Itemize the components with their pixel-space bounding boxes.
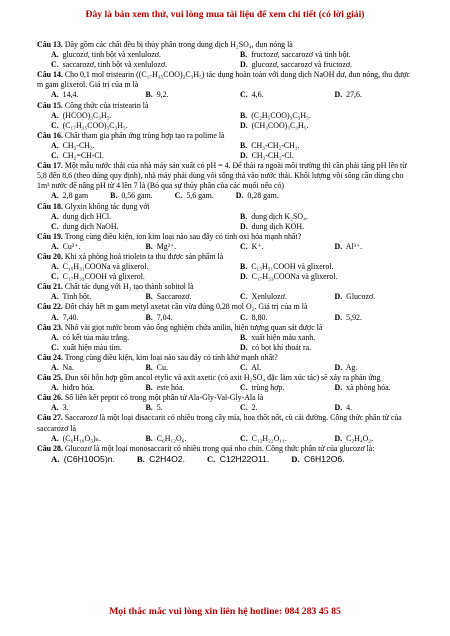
option-text: (C₂H₅COO)₃C₃H₅. (251, 110, 311, 120)
option-text: dung dịch NaOH. (62, 221, 119, 231)
answer-option[interactable] (37, 111, 226, 121)
option-text: fructozơ, saccarozơ và tinh bột. (251, 50, 351, 60)
option-key: D. (334, 312, 343, 322)
option-text: 27,6. (346, 90, 362, 100)
question-block (37, 444, 415, 465)
answer-options (37, 454, 415, 465)
answer-option[interactable] (37, 292, 132, 302)
answer-option[interactable] (37, 60, 226, 70)
option-text: Xenlulozơ. (251, 292, 287, 302)
question-block (37, 393, 415, 413)
answer-option[interactable] (51, 191, 88, 200)
option-key: A. (51, 90, 59, 100)
answer-option[interactable] (226, 343, 415, 353)
option-text: 4,6. (251, 90, 264, 100)
question-block (37, 302, 415, 322)
option-key: B. (145, 383, 153, 393)
option-key: A. (51, 50, 59, 60)
answer-options (37, 212, 415, 232)
question-text: Khi xà phòng hoá triolein ta thu được sản phẩm là (64, 251, 224, 261)
option-text: Saccarozơ. (156, 292, 192, 302)
answer-option[interactable] (110, 191, 153, 200)
option-text: C6H12O6. (304, 453, 345, 464)
answer-option[interactable] (226, 313, 321, 323)
option-key: C. (240, 403, 248, 413)
option-text: 5,6 gam. (186, 191, 214, 201)
option-key: D. (334, 383, 343, 393)
option-text: trùng hợp. (251, 383, 285, 393)
question-number: Câu 27. (37, 413, 63, 423)
option-key: D. (240, 151, 248, 161)
question-stem (37, 40, 415, 50)
option-key: C. (240, 292, 248, 302)
option-text: 5. (156, 403, 163, 413)
answer-options (37, 333, 415, 353)
answer-option[interactable] (226, 383, 321, 393)
option-key: C. (51, 60, 59, 70)
option-text: hiđro hóa. (62, 383, 95, 393)
option-text: Al. (251, 363, 262, 372)
option-text: 2,8 gam (62, 191, 89, 201)
answer-option[interactable] (321, 363, 416, 373)
question-text: Một mẫu nước thải của nhà máy sản xuất có pH = 4. Để thải ra ngoài môi trường thì cần phải tăng pH lên từ 5,8 đến 8,6 (theo đúng quy định), nhà máy phải dùng vôi sống thả vào nước thải. Khối lượng vôi sống cần dùng cho 1m³ nước để nâng pH từ 4 lên 7 là (Bỏ qua sự thủy phân của các muối nếu có) (37, 161, 407, 191)
option-text: 2. (251, 403, 258, 413)
option-key: A. (51, 262, 59, 272)
answer-options (37, 383, 415, 393)
option-key: C. (240, 312, 248, 322)
option-key: D. (235, 191, 244, 201)
option-key: B. (136, 453, 145, 464)
option-text: 0,56 gam. (121, 191, 153, 201)
answer-option[interactable] (51, 454, 115, 464)
answer-option[interactable] (226, 403, 321, 413)
option-text: 3. (62, 403, 69, 413)
option-key: D. (240, 221, 248, 231)
answer-option[interactable] (37, 151, 226, 161)
option-text: glucozơ, saccarozơ và fructozơ. (251, 60, 353, 70)
question-text: Cho 0,1 mol tristearin ((C₁₇H₃₅COO)₃C₃H₅) tác dụng hoàn toàn với dung dịch NaOH dư, đun nóng, thu được m gam glixerol. Giá trị của m là (37, 70, 411, 90)
answer-options (37, 434, 415, 444)
option-key: A. (51, 191, 59, 201)
answer-option[interactable] (37, 242, 132, 252)
answer-option[interactable] (37, 363, 132, 373)
answer-options (37, 191, 415, 201)
option-text: K⁺. (251, 241, 264, 251)
option-key: A. (51, 211, 59, 221)
answer-option[interactable] (37, 272, 226, 282)
option-text: Na. (62, 363, 74, 372)
answer-options (37, 111, 415, 131)
option-key: D. (240, 60, 248, 70)
option-text: C₁₅H₃₁COONa và glixerol. (62, 262, 149, 272)
option-text: xà phòng hóa. (346, 383, 391, 393)
option-text: xuất hiện màu xanh. (251, 332, 316, 342)
option-key: A. (51, 312, 59, 322)
option-key: C. (240, 90, 248, 100)
answer-option[interactable] (132, 383, 227, 393)
answer-option[interactable] (321, 403, 416, 413)
question-text: Dãy gồm các chất đều bị thủy phân trong dung dịch H₂SO₄, đun nóng là (64, 40, 293, 49)
option-key: B. (240, 332, 248, 342)
answer-option[interactable] (37, 50, 226, 60)
question-stem (37, 444, 415, 454)
option-key: C. (51, 120, 59, 130)
option-text: 0,28 gam. (247, 191, 279, 201)
answer-option[interactable] (37, 90, 132, 100)
question-number: Câu 25. (37, 373, 63, 383)
answer-option[interactable] (226, 111, 415, 121)
answer-option[interactable] (226, 292, 321, 302)
option-key: D. (334, 292, 343, 302)
question-stem (37, 413, 415, 433)
answer-options (37, 292, 415, 302)
option-key: A. (51, 140, 59, 150)
answer-option[interactable] (37, 313, 132, 323)
question-text: Đun sôi hỗn hợp gồm ancol etylic và axit axetic (có axit H₂SO₄ đặc làm xúc tác) sẽ xảy ra phản ứng (64, 373, 381, 383)
answer-options (37, 262, 415, 282)
answer-option[interactable] (226, 212, 415, 222)
option-text: CH₃-CH₂-CH₃. (251, 140, 300, 150)
answer-option[interactable] (37, 383, 132, 393)
answer-option[interactable] (226, 90, 321, 100)
option-text: (C₁₇H₃₅COO)₃C₃H₅. (62, 120, 128, 130)
option-text: CH₃-CH₂-Cl. (251, 151, 294, 161)
option-key: A. (51, 332, 59, 342)
answer-option[interactable] (321, 383, 416, 393)
option-key: B. (240, 50, 248, 60)
answer-option[interactable] (37, 212, 226, 222)
option-text: C12H22O11. (219, 453, 270, 464)
option-key: D. (334, 90, 343, 100)
option-text: Cu²⁺. (62, 241, 81, 251)
option-key: B. (240, 211, 248, 221)
question-number: Câu 24. (37, 352, 63, 362)
option-text: glucozơ, tinh bột và xenlulozơ. (62, 50, 161, 60)
answer-option[interactable] (226, 121, 415, 131)
question-block (37, 232, 415, 252)
question-stem (37, 131, 415, 141)
answer-option[interactable] (226, 141, 415, 151)
option-key: D. (240, 120, 248, 130)
answer-option[interactable] (226, 222, 415, 232)
question-text: Công thức của tristearin là (64, 100, 149, 110)
option-key: C. (240, 433, 248, 443)
option-key: D. (334, 241, 343, 251)
option-text: C₁₇H₃₃COOH và glixerol. (62, 272, 145, 282)
question-number: Câu 16. (37, 130, 63, 140)
option-text: 4. (346, 403, 353, 413)
option-key: D. (334, 403, 343, 413)
option-text: xuất hiện màu tím. (62, 342, 122, 352)
option-key: A. (51, 383, 59, 393)
question-number: Câu 15. (37, 100, 63, 110)
question-text: Trong cùng điều kiện, ion kim loại nào sau đây có tính oxi hóa mạnh nhất? (64, 231, 302, 241)
question-number: Câu 13. (37, 40, 63, 49)
question-number: Câu 21. (37, 282, 63, 292)
option-key: A. (51, 292, 59, 302)
question-text: Saccarozơ là một loại đisaccarit có nhiều trong cây mía, hoa thốt nốt, củ cải đường. Công thức phân tử của saccarozơ là (37, 413, 402, 433)
option-text: (C6H10O5)n. (63, 453, 115, 464)
question-stem (37, 252, 415, 262)
answer-option[interactable] (207, 454, 269, 464)
option-key: B. (110, 191, 118, 201)
option-text: Cu. (156, 363, 168, 372)
answer-options (37, 90, 415, 100)
hotline-notice-footer: Mọi thắc mắc vui lòng xin liên hệ hotline: 084 283 45 85 (109, 606, 341, 617)
option-key: B. (145, 433, 153, 443)
answer-option[interactable] (37, 262, 226, 272)
option-key: D. (334, 363, 343, 372)
answer-option[interactable] (37, 343, 226, 353)
option-key: B. (240, 110, 248, 120)
question-stem (37, 282, 415, 292)
option-text: dung dịch KOH. (251, 221, 305, 231)
option-key: B. (145, 403, 153, 413)
question-block (37, 202, 415, 232)
answer-option[interactable] (37, 434, 132, 444)
answer-option[interactable] (175, 191, 214, 200)
question-number: Câu 17. (37, 161, 63, 171)
option-text: C₆H₁₂O₆. (156, 433, 187, 443)
option-key: A. (51, 433, 59, 443)
question-stem (37, 202, 415, 212)
option-key: A. (51, 241, 59, 251)
answer-option[interactable] (236, 191, 279, 200)
option-text: dung dịch HCl. (62, 211, 112, 221)
question-block (37, 40, 415, 70)
question-block (37, 70, 415, 100)
option-key: B. (240, 262, 248, 272)
question-number: Câu 14. (37, 70, 63, 80)
question-text: Chất tác dụng với H₂ tạo thành sobitol là (64, 282, 194, 292)
answer-option[interactable] (226, 272, 415, 282)
answer-option[interactable] (37, 222, 226, 232)
option-text: (C₆H₁₀O₅)ₙ. (62, 433, 101, 443)
option-key: C. (51, 221, 59, 231)
question-block (37, 323, 415, 353)
option-key: D. (240, 272, 248, 282)
option-key: C. (51, 342, 59, 352)
option-text: C₁₅H₃₁COOH và glixerol. (251, 262, 334, 272)
option-text: 5,92. (346, 312, 362, 322)
question-block (37, 353, 415, 373)
option-text: C₁₂H₂₂O₁₁. (251, 433, 287, 443)
answer-option[interactable] (132, 90, 227, 100)
answer-options (37, 363, 415, 373)
question-stem (37, 302, 415, 312)
option-key: C. (51, 272, 59, 282)
answer-option[interactable] (321, 90, 416, 100)
option-text: C₁₇H₃₃COONa và glixerol. (251, 272, 338, 282)
option-key: A. (51, 403, 59, 413)
option-text: Glucozơ. (346, 292, 376, 302)
question-number: Câu 20. (37, 251, 63, 261)
answer-option[interactable] (37, 333, 226, 343)
answer-option[interactable] (321, 242, 416, 252)
question-block (37, 282, 415, 302)
option-text: Mg²⁺. (156, 241, 177, 251)
option-text: có bọt khí thoát ra. (251, 342, 312, 352)
question-block (37, 373, 415, 393)
question-number: Câu 23. (37, 322, 63, 332)
option-key: A. (51, 453, 60, 464)
answer-option[interactable] (226, 151, 415, 161)
question-block (37, 252, 415, 282)
option-key: C. (240, 383, 248, 393)
question-block (37, 101, 415, 131)
question-stem (37, 373, 415, 383)
answer-option[interactable] (226, 333, 415, 343)
answer-option[interactable] (132, 242, 227, 252)
option-text: C₂H₄O₂. (346, 433, 374, 443)
answer-option[interactable] (226, 50, 415, 60)
answer-option[interactable] (226, 434, 321, 444)
option-key: C. (240, 363, 248, 372)
option-key: B. (145, 312, 153, 322)
answer-options (37, 50, 415, 70)
option-text: (CH₃COO)₃C₃H₅. (251, 120, 309, 130)
answer-option[interactable] (37, 403, 132, 413)
question-stem (37, 353, 415, 363)
question-number: Câu 22. (37, 302, 63, 312)
option-text: 8,80. (251, 312, 268, 322)
answer-option[interactable] (226, 363, 321, 373)
option-key: D. (291, 453, 300, 464)
answer-options (37, 141, 415, 161)
option-text: 9,2. (156, 90, 169, 100)
question-number: Câu 18. (37, 201, 63, 211)
question-block (37, 131, 415, 161)
question-number: Câu 28. (37, 443, 63, 453)
answer-option[interactable] (132, 434, 227, 444)
option-key: B. (145, 241, 153, 251)
option-text: CH₂=CH-Cl. (62, 151, 104, 161)
question-text: Glyxin không tác dụng với (64, 201, 150, 211)
option-text: este hóa. (156, 383, 185, 393)
answer-option[interactable] (132, 363, 227, 373)
option-text: Tinh bột. (62, 292, 92, 302)
option-key: D. (240, 342, 248, 352)
option-text: 14,4. (62, 90, 79, 100)
option-key: A. (51, 363, 59, 372)
question-stem (37, 323, 415, 333)
question-stem (37, 393, 415, 403)
answer-option[interactable] (132, 403, 227, 413)
question-stem (37, 161, 415, 191)
answer-option[interactable] (226, 60, 415, 70)
option-key: B. (145, 90, 153, 100)
answer-option[interactable] (226, 262, 415, 272)
option-key: A. (51, 110, 59, 120)
question-text: Số liên kết peptit có trong một phân tử Ala-Gly-Val-Gly-Ala là (64, 393, 264, 403)
answer-option[interactable] (37, 141, 226, 151)
answer-option[interactable] (37, 121, 226, 131)
option-key: C. (240, 241, 248, 251)
question-text: Glucozơ là một loại monosaccarit có nhiều trong quả nho chín. Công thức phân tử của glucozơ là: (64, 443, 375, 453)
question-text: Trong cùng điều kiện, kim loại nào sau đây có tính khử mạnh nhất? (64, 352, 278, 362)
question-stem (37, 101, 415, 111)
question-block (37, 413, 415, 443)
option-text: 7,04. (156, 312, 173, 322)
answer-option[interactable] (321, 313, 416, 323)
answer-option[interactable] (226, 242, 321, 252)
answer-option[interactable] (137, 454, 185, 464)
answer-options (37, 403, 415, 413)
question-number: Câu 19. (37, 231, 63, 241)
question-text: Chất tham gia phản ứng trùng hợp tạo ra polime là (64, 130, 225, 140)
question-stem (37, 232, 415, 242)
answer-option[interactable] (321, 434, 416, 444)
option-key: D. (334, 433, 343, 443)
option-key: B. (240, 140, 248, 150)
option-text: C2H4O2. (149, 453, 185, 464)
question-block (37, 161, 415, 201)
option-text: Ag. (345, 363, 358, 372)
answer-option[interactable] (321, 292, 416, 302)
option-key: B. (145, 292, 153, 302)
option-key: B. (145, 363, 153, 372)
option-text: Al³⁺. (345, 241, 363, 251)
question-stem (37, 70, 415, 90)
question-list (37, 40, 415, 465)
option-text: có kết tủa màu trắng. (62, 332, 130, 342)
question-text: Đốt cháy hết m gam metyl axetat cần vừa đúng 0,28 mol O₂. Giá trị của m là (64, 302, 308, 312)
option-text: CH₃-CH₃. (62, 140, 95, 150)
answer-options (37, 242, 415, 252)
answer-option[interactable] (291, 454, 344, 464)
answer-option[interactable] (132, 292, 227, 302)
option-key: C. (51, 151, 59, 161)
option-text: (HCOO)₃C₃H₅. (62, 110, 112, 120)
option-text: 7,40. (62, 312, 79, 322)
preview-notice-header: Đây là bản xem thử, vui lòng mua tài liệu để xem chi tiết (có lời giải) (85, 9, 365, 20)
answer-options (37, 313, 415, 323)
option-key: C. (206, 453, 216, 464)
option-text: saccarozơ, tinh bột và xenlulozơ. (62, 60, 167, 70)
question-number: Câu 26. (37, 393, 63, 403)
question-text: Nhỏ vài giọt nước brom vào ống nghiệm chứa anilin, hiện tượng quan sát được là (64, 322, 323, 332)
answer-option[interactable] (132, 313, 227, 323)
option-text: dung dịch K₂SO₄. (251, 211, 308, 221)
option-key: C. (174, 191, 183, 201)
